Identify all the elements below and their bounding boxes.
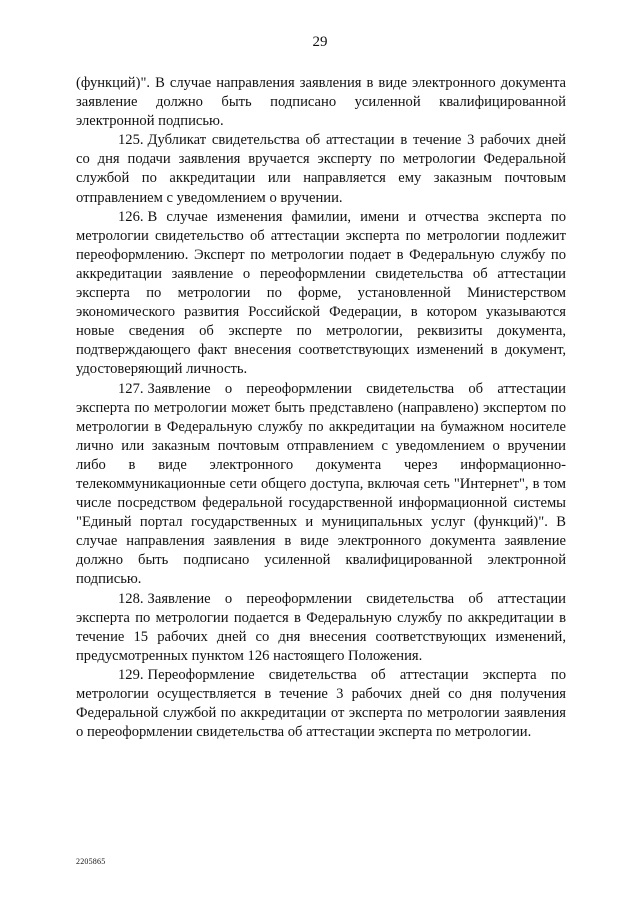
paragraph-number: 128. xyxy=(118,590,144,607)
page-number: 29 xyxy=(312,34,328,50)
paragraph-number: 129. xyxy=(118,666,144,683)
paragraph-number: 125. xyxy=(118,132,144,149)
paragraph-text: (функций)". В случае направления заявления в виде электронного документа заявление должно быть подписано усиленной квалифицированной электронной подписью. xyxy=(76,75,566,130)
document-code: 2205865 xyxy=(76,857,106,866)
paragraph-continuation xyxy=(76,74,566,131)
document-body xyxy=(76,74,566,742)
paragraph-text: Переоформление свидетельства об аттестации эксперта по метрологии осуществляется в течение 3 рабочих дней со дня получения Федеральной службой по аккредитации от эксперта по метрологии заявления о переоформлении свидетельства об аттестации эксперта по метрологии. xyxy=(76,666,566,741)
paragraph-text: Заявление о переоформлении свидетельства об аттестации эксперта по метрологии подается в Федеральную службу по аккредитации в течение 15 рабочих дней со дня внесения соответствующих изменений, предусмотренных пунктом 126 настоящего Положения. xyxy=(76,590,566,664)
paragraph-128 xyxy=(76,590,566,666)
paragraph-126 xyxy=(76,208,566,380)
paragraph-129 xyxy=(76,666,566,742)
paragraph-125 xyxy=(76,131,566,207)
paragraph-text: В случае изменения фамилии, имени и отчества эксперта по метрологии свидетельство об аттестации эксперта по метрологии подлежит переоформлению. Эксперт по метрологии подает в Федеральную службу по аккредитации заявление о переоформлении свидетельства об аттестации эксперта по метрологии по форме, установленной Министерством экономического развития Российской Федерации, в котором указываются новые сведения об эксперте по метрологии, реквизиты документа, подтверждающего факт внесения соответствующих изменений в документ, удостоверяющий личность. xyxy=(76,208,566,378)
paragraph-127 xyxy=(76,380,566,590)
paragraph-number: 126. xyxy=(118,208,144,225)
paragraph-number: 127. xyxy=(118,380,144,397)
paragraph-text: Заявление о переоформлении свидетельства об аттестации эксперта по метрологии может быть представлено (направлено) экспертом по метрологии в Федеральную службу по аккредитации на бумажном носителе лично или заказным почтовым отправлением с уведомлением о вручении либо в виде электронного документа через информационно-телекоммуникационные сети общего доступа, включая сеть "Интернет", в том числе посредством федеральной государственной информационной системы "Единый портал государственных и муниципальных услуг (функций)". В случае направления заявления в виде электронного документа заявление должно быть подписано усиленной квалифицированной электронной подписью. xyxy=(76,380,566,588)
paragraph-text: Дубликат свидетельства об аттестации в течение 3 рабочих дней со дня подачи заявления вручается эксперту по метрологии Федеральной службой по аккредитации или направляется ему заказным почтовым отправлением с уведомлением о вручении. xyxy=(76,132,566,206)
